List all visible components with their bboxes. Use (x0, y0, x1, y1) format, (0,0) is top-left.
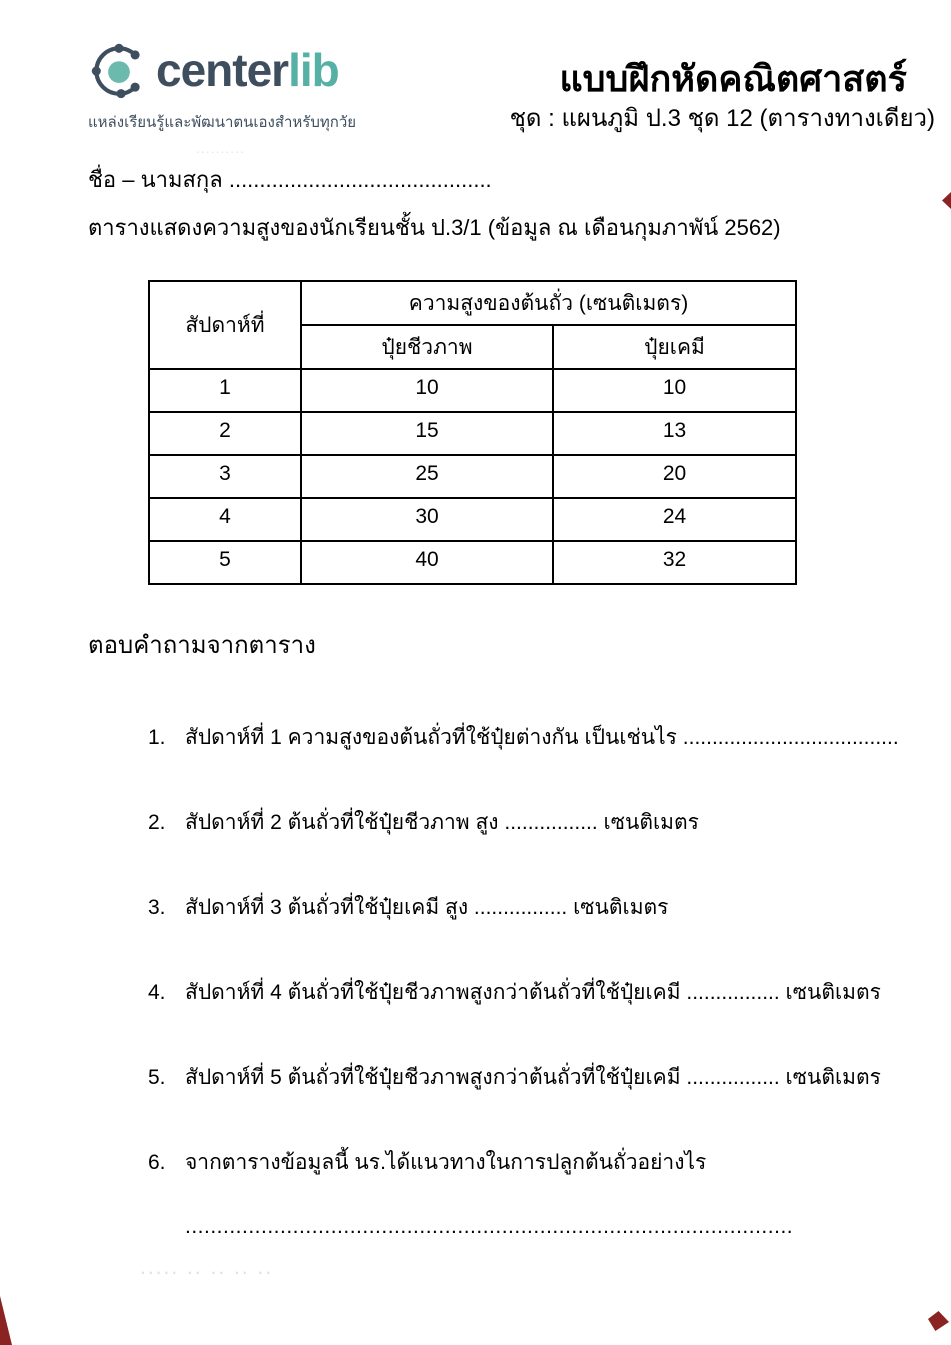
question-item-4 (148, 977, 918, 1010)
table-row (149, 455, 796, 498)
column-header-bio-fertilizer: ปุ๋ยชีวภาพ (301, 325, 553, 369)
bio-cell: 10 (301, 369, 553, 412)
worksheet-subtitle: ชุด : แผนภูมิ ป.3 ชุด 12 (ตารางทางเดียว) (509, 105, 935, 132)
answer-dotted-line: ................................................................................................ (185, 1215, 794, 1238)
question-item-6 (148, 1147, 918, 1180)
logo-row (88, 38, 388, 102)
question-number: 5. (148, 1066, 166, 1089)
bio-cell: 30 (301, 498, 553, 541)
table-row (149, 369, 796, 412)
name-field-line: ชื่อ – นามสกุล ........................................... (88, 167, 492, 192)
header-titles (510, 56, 935, 135)
question-item-5 (148, 1062, 918, 1095)
scan-smudge: .......... (196, 140, 245, 156)
chem-cell: 13 (553, 412, 796, 455)
bio-cell: 15 (301, 412, 553, 455)
question-number: 1. (148, 726, 166, 749)
question-text: สัปดาห์ที่ 2 ต้นถั่วที่ใช้ปุ๋ยชีวภาพ สูง ................ เซนติเมตร (185, 811, 699, 834)
question-item-2 (148, 807, 918, 840)
question-text: สัปดาห์ที่ 1 ความสูงของต้นถั่วที่ใช้ปุ๋ยต่างกัน เป็นเช่นไร ..................................... (185, 726, 899, 749)
question-text: จากตารางข้อมูลนี้ นร.ได้แนวทางในการปลูกต้นถั่วอย่างไร (185, 1151, 707, 1174)
red-bottom-right-mark (928, 1311, 949, 1331)
question-text: สัปดาห์ที่ 4 ต้นถั่วที่ใช้ปุ๋ยชีวภาพสูงกว่าต้นถั่วที่ใช้ปุ๋ยเคมี ................ เซนติเมตร (185, 981, 881, 1004)
brand-wordmark (156, 44, 339, 96)
week-cell: 2 (149, 412, 301, 455)
questions-section-heading: ตอบคำถามจากตาราง (88, 632, 316, 659)
column-group-header: ความสูงของต้นถั่ว (เซนติเมตร) (301, 281, 796, 325)
week-cell: 5 (149, 541, 301, 584)
brand-primary-text: center (156, 44, 289, 96)
week-cell: 1 (149, 369, 301, 412)
week-cell: 3 (149, 455, 301, 498)
brand-accent-text: lib (288, 44, 339, 96)
red-edge-mark (942, 192, 951, 209)
table-header-row-1 (149, 281, 796, 325)
question-item-3 (148, 892, 918, 925)
red-bottom-left-mark (0, 1296, 12, 1345)
centerlib-logo (88, 38, 388, 134)
question-text: สัปดาห์ที่ 3 ต้นถั่วที่ใช้ปุ๋ยเคมี สูง ................ เซนติเมตร (185, 896, 669, 919)
week-cell: 4 (149, 498, 301, 541)
column-header-chem-fertilizer: ปุ๋ยเคมี (553, 325, 796, 369)
chem-cell: 24 (553, 498, 796, 541)
question-number: 2. (148, 811, 166, 834)
faint-dotted-line: ..... .. .. .. .. (140, 1256, 274, 1279)
table-row (149, 412, 796, 455)
question-item-1 (148, 722, 918, 755)
table-caption: ตารางแสดงความสูงของนักเรียนชั้น ป.3/1 (ข้อมูล ณ เดือนกุมภาพัน์ 2562) (88, 215, 781, 240)
question-number: 6. (148, 1151, 166, 1174)
logo-tagline: แหล่งเรียนรู้และพัฒนาตนเองสำหรับทุกวัย (88, 114, 357, 131)
question-number: 4. (148, 981, 166, 1004)
table-row (149, 541, 796, 584)
question-text: สัปดาห์ที่ 5 ต้นถั่วที่ใช้ปุ๋ยชีวภาพสูงกว่าต้นถั่วที่ใช้ปุ๋ยเคมี ................ เซนติเมตร (185, 1066, 881, 1089)
centerlib-orbit-icon (88, 38, 150, 102)
question-number: 3. (148, 896, 166, 919)
bio-cell: 25 (301, 455, 553, 498)
chem-cell: 10 (553, 369, 796, 412)
bio-cell: 40 (301, 541, 553, 584)
table-row (149, 498, 796, 541)
chem-cell: 20 (553, 455, 796, 498)
column-header-week: สัปดาห์ที่ (149, 281, 301, 369)
chem-cell: 32 (553, 541, 796, 584)
height-data-table (148, 280, 797, 585)
worksheet-title: แบบฝึกหัดคณิตศาสตร์ (559, 58, 907, 99)
